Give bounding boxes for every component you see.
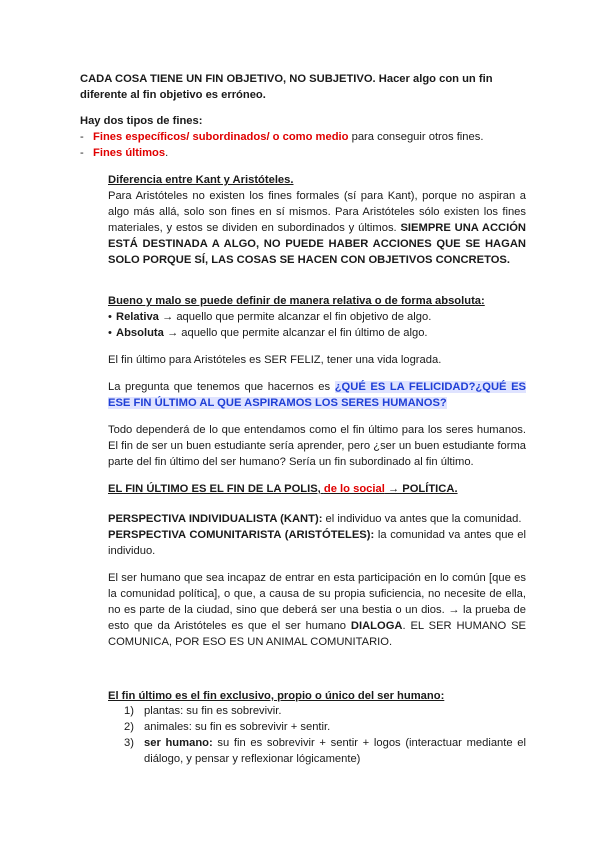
list-number: 3) [124, 737, 134, 749]
kant-line-1: Para Aristóteles no existen los fines formales (sí para Kant), porque no aspiran a [108, 190, 526, 202]
relativa-label: Relativa [116, 311, 159, 323]
types-item-1-bold: Fines específicos/ subordinados/ o como medio [93, 131, 349, 143]
dialoga-word: DIALOGA [350, 620, 403, 632]
humano-line-3: no es parte de la ciudad, sino que deberá ser una bestia o un dios. → la prueba de [108, 604, 526, 616]
dash-bullet: - [80, 147, 84, 159]
kant-emphasis: SIEMPRE UNA ACCIÓN [400, 222, 526, 234]
types-item-2-bold: Fines últimos [93, 147, 166, 159]
kant-heading: Diferencia entre Kant y Aristóteles. [108, 174, 294, 186]
polis-heading: EL FIN ÚLTIMO ES EL FIN DE LA POLIS, de lo social → POLÍTICA. [108, 483, 458, 495]
bueno-relativa [108, 310, 431, 325]
intro-line-2: diferente al fin objetivo es erróneo. [80, 89, 266, 101]
perspectiva-comunitarista [108, 528, 526, 543]
pregunta-line-2 [108, 396, 447, 411]
bullet: • [108, 327, 112, 339]
list-number: 1) [124, 705, 134, 717]
pregunta-line-1: La pregunta que tenemos que hacernos es ¿QUÉ ES LA FELICIDAD?¿QUÉ ES [108, 381, 526, 393]
types-item-1-rest: para conseguir otros fines. [348, 131, 484, 143]
bullet: • [108, 311, 112, 323]
exclusivo-heading: El fin último es el fin exclusivo, propio o único del ser humano: [108, 690, 445, 702]
humano-line-2: la comunidad política], o que, a causa de su propia suficiencia, no necesite de ella, [108, 588, 526, 600]
list-item [124, 704, 282, 719]
todo-line-2: El fin de ser un buen estudiante sería aprender, pero ¿ser un buen estudiante forma [108, 440, 526, 452]
bueno-absoluta [108, 326, 428, 341]
types-item-1 [80, 130, 483, 145]
polis-social: de lo social [323, 483, 385, 495]
individualista-text: el individuo va antes que la comunidad. [322, 513, 522, 525]
kant-line-4: ESTÁ DESTINADA A ALGO, NO PUEDE HABER ACCIONES QUE SE HAGAN [108, 238, 526, 250]
fin-ultimo-statement: El fin último para Aristóteles es SER FELIZ, tener una vida lograda. [108, 354, 442, 366]
todo-line-1: Todo dependerá de lo que entendamos como el fin último para los seres humanos. [108, 424, 526, 436]
humano-line-1: El ser humano que sea incapaz de entrar en esta participación en lo común [que es [108, 572, 526, 584]
dash-bullet: - [80, 131, 84, 143]
ser-humano-label: ser humano: [144, 737, 213, 749]
pregunta-highlight-1: ¿QUÉ ES LA FELICIDAD?¿QUÉ ES [334, 381, 526, 393]
types-heading: Hay dos tipos de fines: [80, 115, 203, 127]
perspectiva-individualista [108, 512, 521, 527]
comunitarista-line-2: individuo. [108, 545, 156, 557]
comunitarista-label: PERSPECTIVA COMUNITARISTA (ARISTÓTELES): [108, 529, 375, 541]
list-item-3-line-2: diálogo, y pensar y reflexionar lógicamente) [144, 753, 361, 765]
bueno-heading: Bueno y malo se puede definir de manera relativa o de forma absoluta: [108, 295, 485, 307]
absoluta-label: Absoluta [116, 327, 164, 339]
list-text: plantas: su fin es sobrevivir. [144, 705, 282, 717]
absoluta-text: → aquello que permite alcanzar el fin último de algo. [163, 327, 428, 339]
comunitarista-text: la comunidad va antes que el [374, 529, 526, 541]
relativa-text: → aquello que permite alcanzar el fin objetivo de algo. [158, 311, 432, 323]
list-item [124, 720, 331, 735]
kant-line-5: SOLO PORQUE SÍ, LAS COSAS SE HACEN CON OBJETIVOS CONCRETOS. [108, 254, 510, 266]
types-item-2-rest: . [165, 147, 169, 159]
list-item-3-line-1: ser humano: su fin es sobrevivir + sentir + logos (interactuar mediante el [144, 737, 526, 749]
list-number: 2) [124, 721, 134, 733]
kant-line-3: materiales, y estos se dividen en subordinados y últimos. SIEMPRE UNA ACCIÓN [108, 222, 526, 234]
humano-line-4: esto que da Aristóteles es que el ser humano DIALOGA. EL SER HUMANO SE [108, 620, 526, 632]
humano-line-5: COMUNICA, POR ESO ES UN ANIMAL COMUNITARIO. [108, 636, 393, 648]
intro-line-1: CADA COSA TIENE UN FIN OBJETIVO, NO SUBJETIVO. Hacer algo con un fin [80, 73, 493, 85]
pregunta-highlight-2: ESE FIN ÚLTIMO AL QUE ASPIRAMOS LOS SERES HUMANOS? [108, 397, 447, 409]
list-text: animales: su fin es sobrevivir + sentir. [144, 721, 331, 733]
todo-line-3: parte del fin último del ser humano? Sería un fin subordinado al fin último. [108, 456, 474, 468]
kant-line-2: algo más allá, solo son fines en sí mismos. Para Aristóteles sólo existen los fines [108, 206, 526, 218]
types-item-2 [80, 146, 168, 161]
individualista-label: PERSPECTIVA INDIVIDUALISTA (KANT): [108, 513, 323, 525]
list-item [124, 736, 134, 751]
